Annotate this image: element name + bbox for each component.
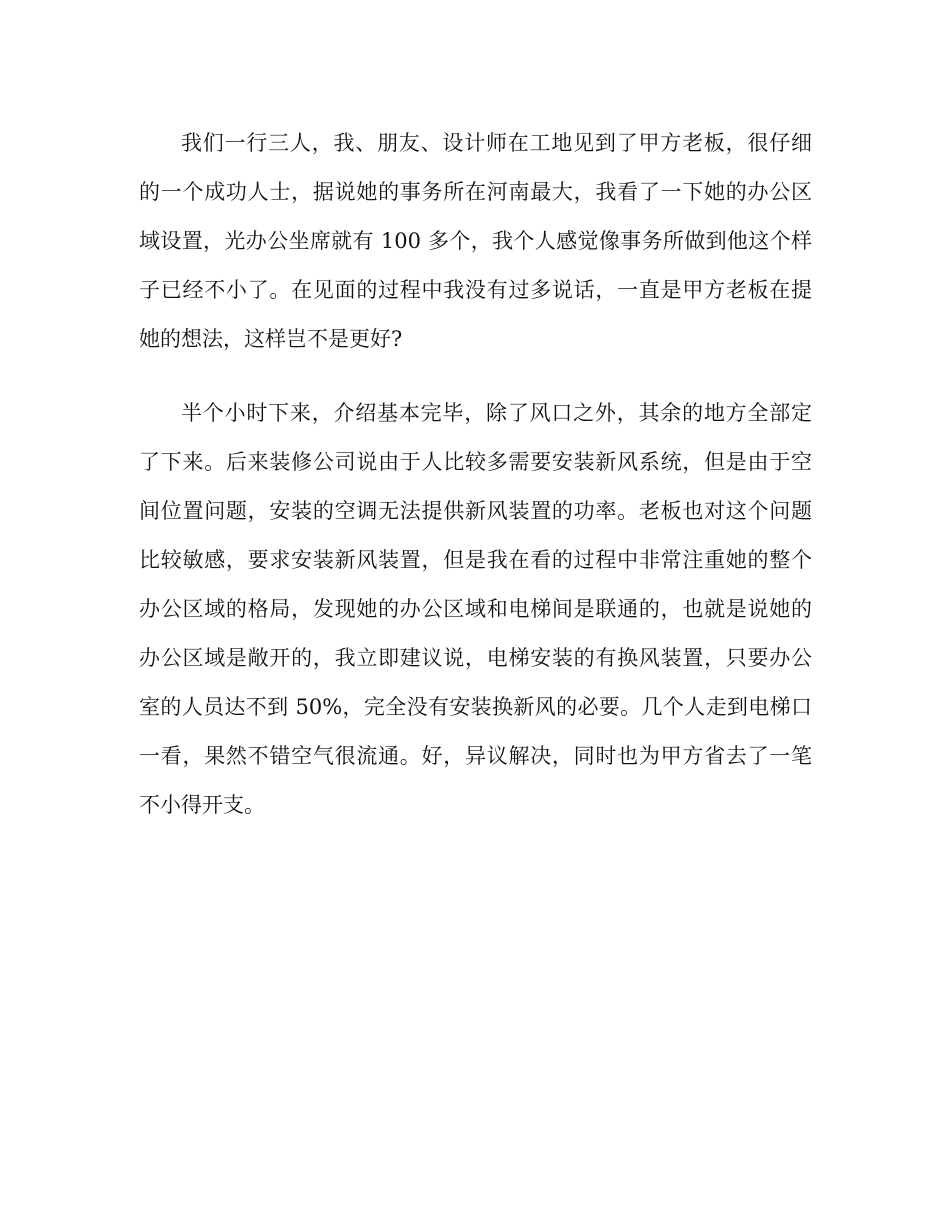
- paragraph-line: 半个小时下来，介绍基本完毕，除了风口之外，其余的地方全部定: [181, 401, 812, 425]
- paragraph-line: 一看，果然不错空气很流通。好，异议解决，同时也为甲方省去了一笔: [139, 744, 812, 768]
- paragraph-line: 的一个成功人士，据说她的事务所在河南最大，我看了一下她的办公区: [139, 180, 812, 204]
- paragraph-line: 她的想法，这样岂不是更好?: [139, 327, 403, 351]
- paragraph-line: 我们一行三人，我、朋友、设计师在工地见到了甲方老板，很仔细: [181, 131, 812, 155]
- paragraph-line: 了下来。后来装修公司说由于人比较多需要安装新风系统，但是由于空: [139, 450, 812, 474]
- document-body: [139, 119, 812, 830]
- paragraph-line: 域设置，光办公坐席就有 100 多个，我个人感觉像事务所做到他这个样: [139, 229, 812, 253]
- paragraph-line: 办公区域的格局，发现她的办公区域和电梯间是联通的，也就是说她的: [139, 597, 812, 621]
- paragraph-line: 室的人员达不到 50%，完全没有安装换新风的必要。几个人走到电梯口: [139, 695, 812, 719]
- paragraph-gap: [139, 364, 812, 389]
- paragraph-line: 子已经不小了。在见面的过程中我没有过多说话，一直是甲方老板在提: [139, 278, 812, 302]
- paragraph-1: [139, 119, 812, 364]
- paragraph-line: 办公区域是敞开的，我立即建议说，电梯安装的有换风装置，只要办公: [139, 646, 812, 670]
- paragraph-line: 比较敏感，要求安装新风装置，但是我在看的过程中非常注重她的整个: [139, 548, 812, 572]
- paragraph-line: 不小得开支。: [139, 793, 265, 817]
- paragraph-2: [139, 389, 812, 830]
- paragraph-line: 间位置问题，安装的空调无法提供新风装置的功率。老板也对这个问题: [139, 499, 812, 523]
